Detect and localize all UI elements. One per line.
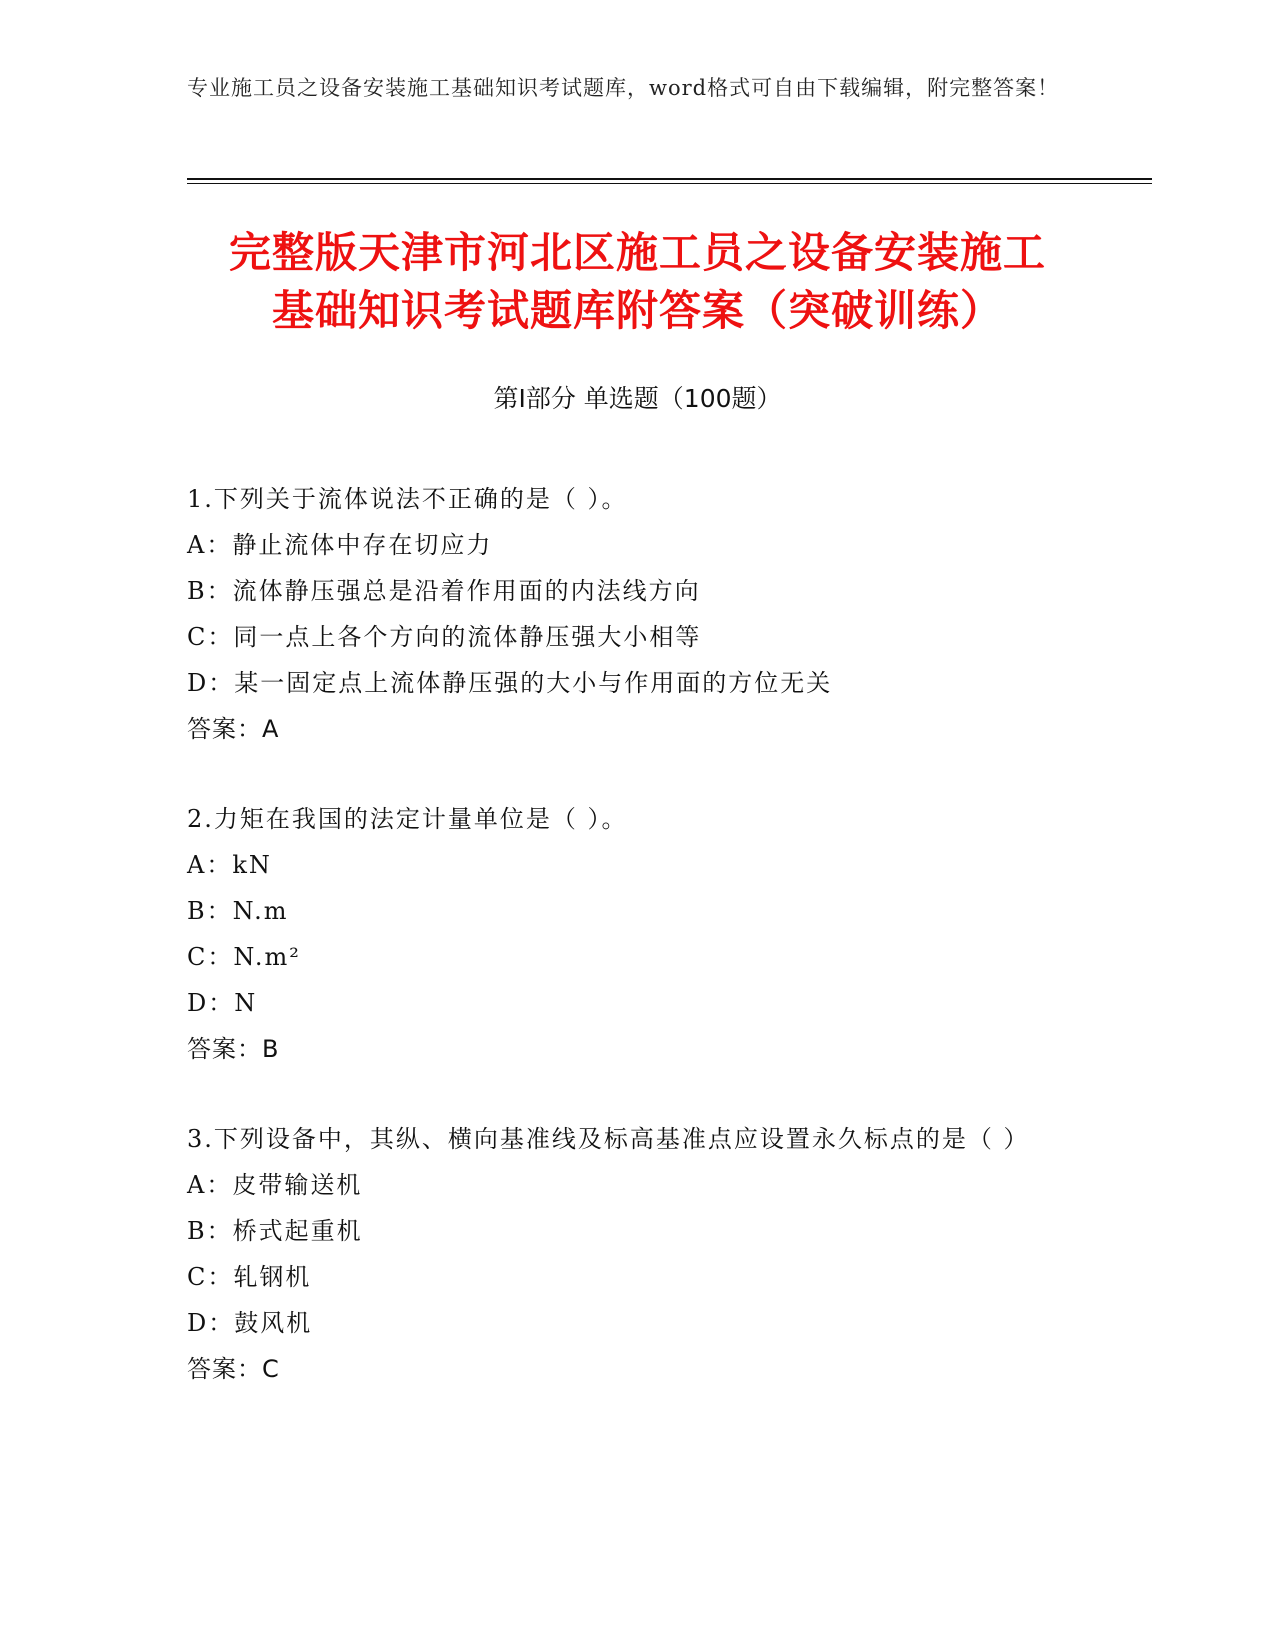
option-b: B：桥式起重机 <box>187 1217 363 1245</box>
document-title <box>150 224 1125 340</box>
option-c: C：同一点上各个方向的流体静压强大小相等 <box>187 623 702 651</box>
header-note: 专业施工员之设备安装施工基础知识考试题库，word格式可自由下载编辑，附完整答案！ <box>187 76 1060 100</box>
answer: 答案：B <box>187 1035 280 1063</box>
option-d: D：某一固定点上流体静压强的大小与作用面的方位无关 <box>187 669 833 697</box>
option-b: B：流体静压强总是沿着作用面的内法线方向 <box>187 577 701 605</box>
question-1 <box>187 476 1067 752</box>
option-d: D：N <box>187 989 258 1017</box>
question-stem: 3.下列设备中，其纵、横向基准线及标高基准点应设置永久标点的是（ ） <box>187 1125 1030 1153</box>
option-b: B：N.m <box>187 897 289 925</box>
question-stem: 1.下列关于流体说法不正确的是（ ）。 <box>187 485 628 513</box>
question-2 <box>187 796 1067 1072</box>
header-divider-thin <box>187 183 1152 184</box>
question-list <box>187 476 1067 1436</box>
header-divider-thick <box>187 178 1152 180</box>
title-line-1: 完整版天津市河北区施工员之设备安装施工 <box>228 228 1046 277</box>
answer: 答案：A <box>187 715 280 743</box>
question-3 <box>187 1116 1067 1392</box>
answer: 答案：C <box>187 1355 280 1383</box>
option-d: D：鼓风机 <box>187 1309 313 1337</box>
option-a: A：皮带输送机 <box>187 1171 363 1199</box>
question-stem: 2.力矩在我国的法定计量单位是（ ）。 <box>187 805 628 833</box>
option-a: A：静止流体中存在切应力 <box>187 531 493 559</box>
section-heading: 第Ⅰ部分 单选题（100题） <box>493 384 782 413</box>
option-c: C：轧钢机 <box>187 1263 312 1291</box>
title-line-2: 基础知识考试题库附答案（突破训练） <box>271 286 1003 335</box>
option-a: A：kN <box>187 851 272 879</box>
option-c: C：N.m² <box>187 943 301 971</box>
